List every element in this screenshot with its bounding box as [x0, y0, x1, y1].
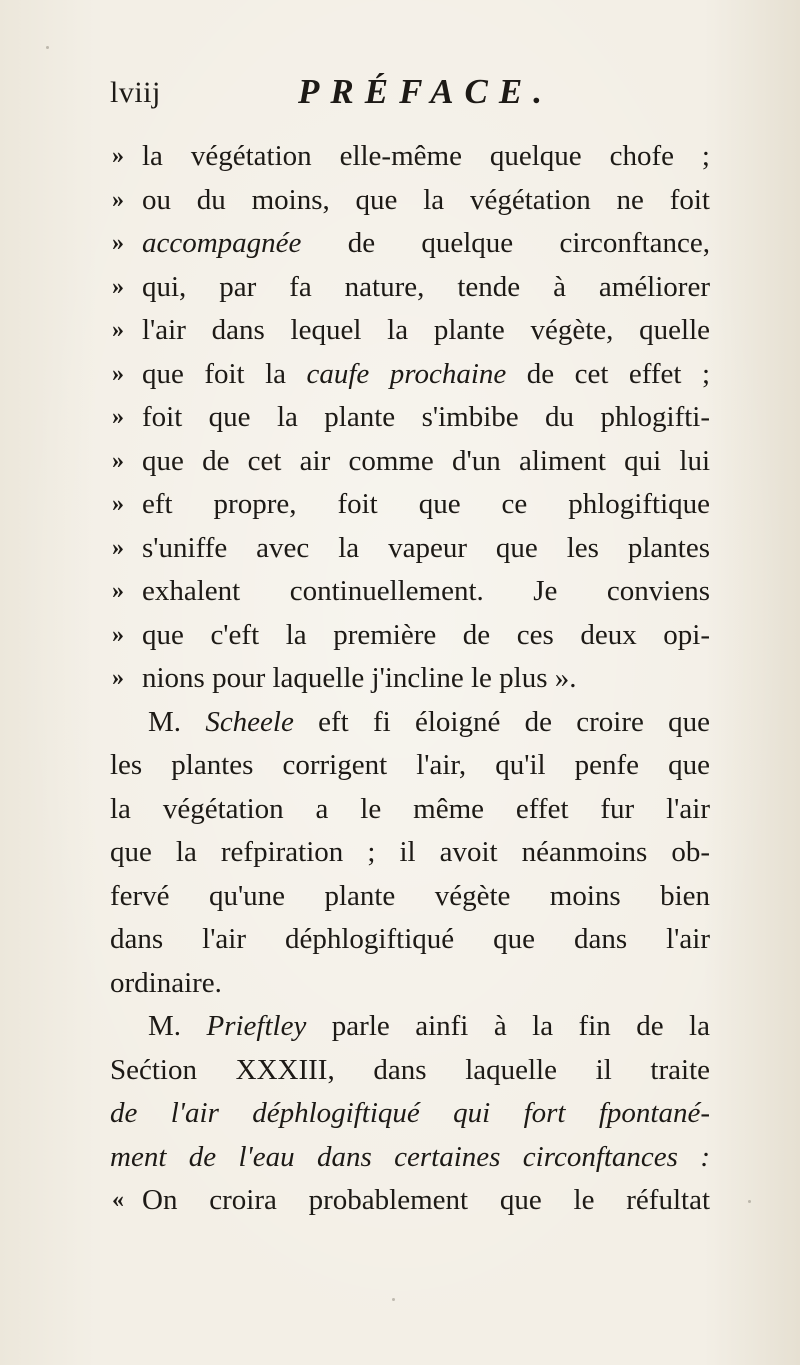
text-line — [110, 179, 710, 223]
italic-text: accompagnée — [142, 227, 302, 259]
paragraph-start-line — [110, 1005, 710, 1049]
line-text: de quelque circonftance, — [301, 227, 710, 259]
quote-mark: » — [112, 491, 124, 517]
quote-mark: » — [112, 404, 124, 430]
text-line — [110, 1092, 710, 1136]
quote-mark: » — [112, 534, 124, 561]
page-number: lviij — [110, 76, 161, 109]
line-text: l'air dans lequel la plante végète, quelle — [142, 314, 710, 346]
paper-speck — [46, 46, 49, 49]
line-text-before: M. — [148, 1010, 207, 1042]
text-line — [110, 1049, 710, 1093]
text-line — [110, 483, 710, 527]
line-text: foit que la plante s'imbibe du phlogifti- — [142, 401, 710, 433]
line-text: de cet effet ; — [506, 357, 711, 390]
line-text: exhalent continuellement. Je conviens — [142, 575, 710, 607]
line-text: que c'eft la première de ces deux opi- — [142, 618, 710, 651]
body-text — [110, 135, 710, 1223]
text-line — [110, 222, 710, 266]
text-line — [110, 1136, 710, 1180]
paragraph-start-line — [110, 701, 710, 745]
quote-mark: » — [112, 273, 124, 300]
line-text: ou du moins, que la végétation ne foit — [142, 183, 710, 216]
text-line — [110, 962, 710, 1006]
quote-mark: » — [112, 186, 124, 213]
line-text: que la refpiration ; il avoit néanmoins ob- — [110, 836, 710, 868]
running-title: PRÉFACE. — [298, 72, 553, 111]
text-line — [110, 744, 710, 788]
text-line — [110, 570, 710, 614]
line-text: qui, par fa nature, tende à améliorer — [142, 270, 710, 303]
line-text: Sećtion XXXIII, dans laquelle il traite — [110, 1053, 710, 1086]
line-text-before: que foit la — [142, 357, 307, 390]
line-text: ordinaire. — [110, 966, 222, 999]
text-line — [110, 918, 710, 962]
line-text: fervé qu'une plante végète moins bien — [110, 879, 710, 912]
text-line — [110, 266, 710, 310]
text-line — [110, 440, 710, 484]
quote-mark: » — [112, 360, 124, 387]
text-line — [110, 831, 710, 875]
text-line — [110, 614, 710, 658]
paper-speck — [392, 1298, 395, 1301]
line-text: On croira probablement que le réfultat — [142, 1184, 710, 1216]
paper-speck — [748, 1200, 751, 1203]
quote-mark: » — [112, 230, 124, 256]
quote-mark: » — [112, 447, 124, 474]
text-line — [110, 396, 710, 440]
italic-text: de l'air déphlogiftiqué qui fort fpontané- — [110, 1097, 710, 1129]
text-line — [110, 657, 710, 701]
page-header — [110, 68, 710, 118]
line-text: eft fi éloigné de croire que — [293, 705, 710, 738]
text-line — [110, 788, 710, 832]
text-line — [110, 875, 710, 919]
quote-mark: » — [112, 621, 124, 648]
quote-mark: » — [112, 143, 124, 169]
italic-text: ment de l'eau dans certaines circonftances : — [110, 1140, 710, 1173]
line-text: s'uniffe avec la vapeur que les plantes — [142, 531, 710, 564]
italic-name: Scheele — [205, 705, 294, 738]
text-line — [110, 353, 710, 397]
line-text: la végétation elle-même quelque chofe ; — [142, 140, 710, 172]
line-text: les plantes corrigent l'air, qu'il penfe que — [110, 749, 710, 781]
quote-mark: » — [112, 317, 124, 343]
italic-text: caufe prochaine — [306, 357, 507, 390]
quote-mark: » — [112, 665, 124, 691]
line-text: la végétation a le même effet fur l'air — [110, 792, 710, 825]
line-text-before: M. — [148, 705, 206, 738]
text-line — [110, 309, 710, 353]
line-text: que de cet air comme d'un aliment qui lui — [142, 444, 710, 477]
line-text: eft propre, foit que ce phlogiftique — [142, 488, 710, 520]
text-line — [110, 527, 710, 571]
text-line — [110, 1179, 710, 1223]
quote-mark: » — [112, 578, 124, 604]
text-line — [110, 135, 710, 179]
quote-mark: « — [112, 1187, 124, 1213]
line-text: parle ainfi à la fin de la — [306, 1010, 710, 1042]
line-text: nions pour laquelle j'incline le plus ». — [142, 662, 577, 694]
italic-name: Prieftley — [206, 1010, 307, 1042]
line-text: dans l'air déphlogiftiqué que dans l'air — [110, 923, 710, 955]
